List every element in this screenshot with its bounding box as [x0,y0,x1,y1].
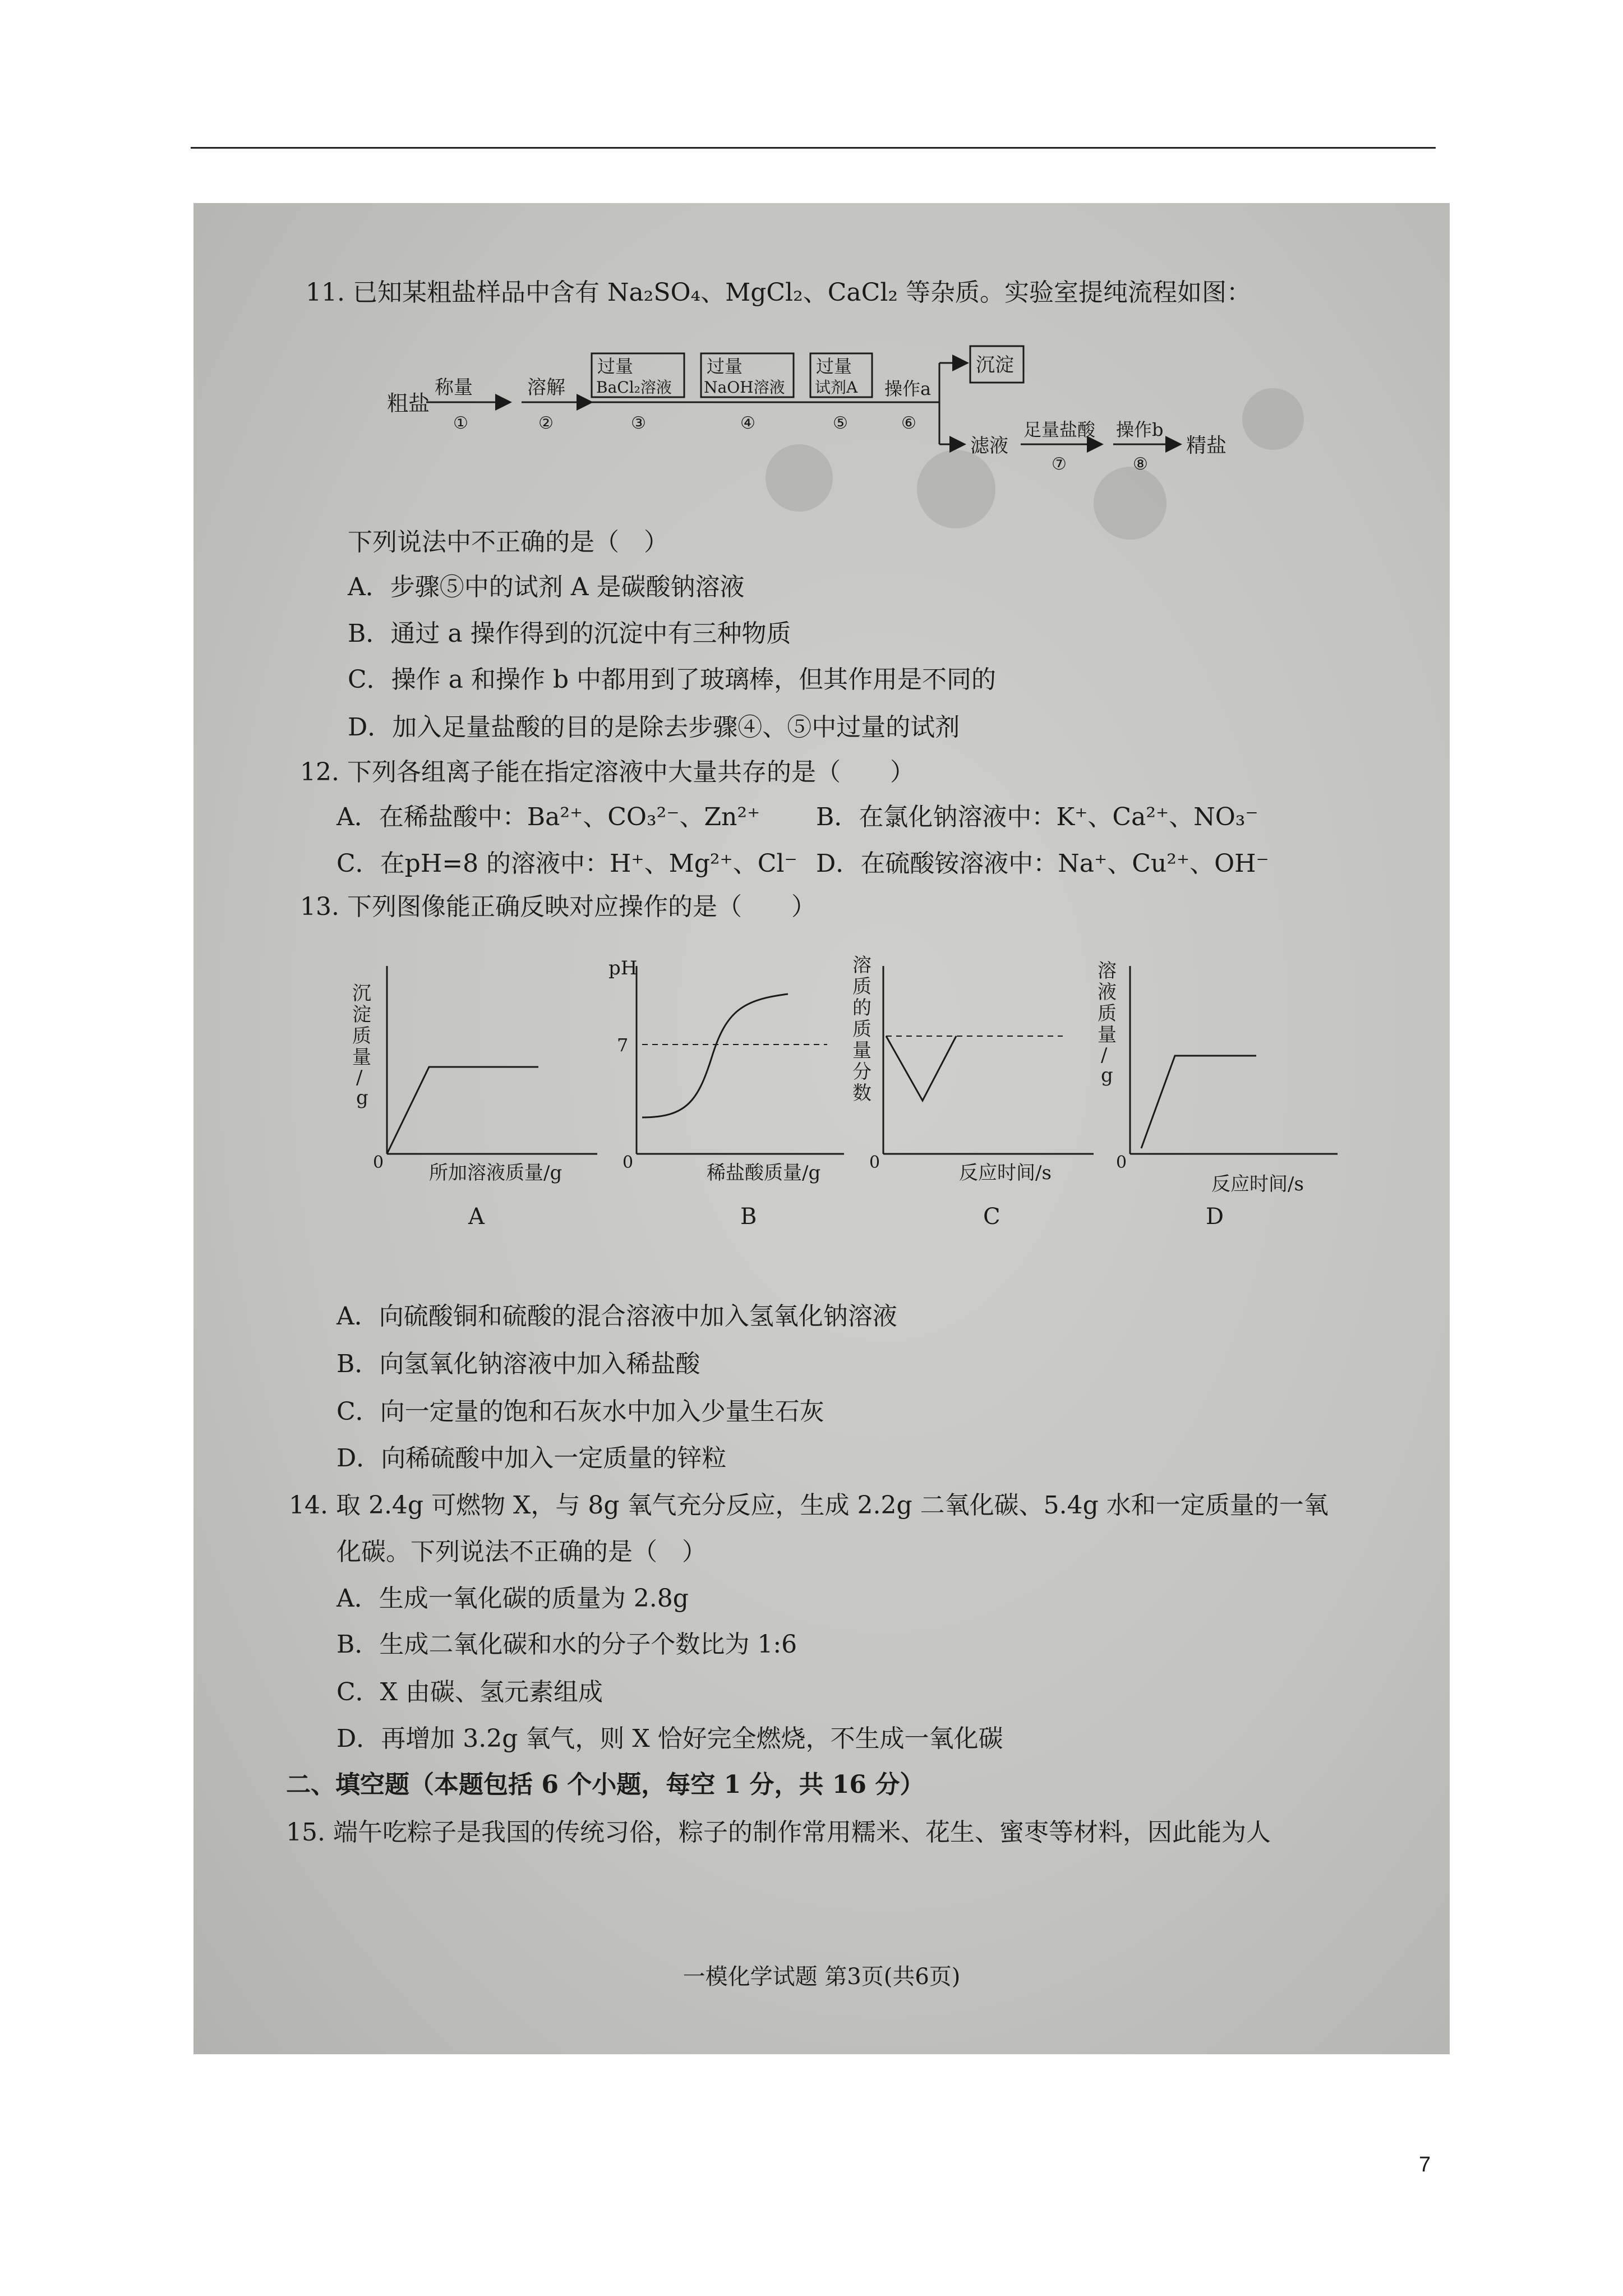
graph-b-xlabel: 稀盐酸质量/g [707,1162,821,1184]
graph-d-ylabel-2: 液 [1098,981,1117,1004]
flow-box5-bottom: 试剂A [815,378,858,397]
q11-option-a: A．步骤⑤中的试剂 A 是碳酸钠溶液 [348,573,745,601]
flow-num3: ③ [631,413,646,433]
graph-a-ylabel-2: 淀 [352,1004,371,1026]
q11-question: 下列说法中不正确的是（ ） [348,528,668,556]
q13-option-a: A．向硫酸铜和硫酸的混合溶液中加入氢氧化钠溶液 [336,1302,897,1331]
flow-num4: ④ [740,413,755,433]
q15-stem: 15. 端午吃粽子是我国的传统习俗，粽子的制作常用糯米、花生、蜜枣等材料，因此能为人 [286,1818,1271,1847]
graph-c-origin: 0 [869,1153,880,1172]
flow-step8: 操作b [1116,419,1164,440]
graph-c-ylabel-1: 溶 [852,954,872,977]
flow-step6: 操作a [884,378,932,399]
graph-c-ylabel-5: 量 [852,1039,872,1062]
graph-d-letter: D [1206,1204,1224,1230]
q12-stem: 12. 下列各组离子能在指定溶液中大量共存的是（ ） [300,758,915,786]
q12-option-d: D．在硫酸铵溶液中：Na⁺、Cu²⁺、OH⁻ [816,849,1269,878]
graph-a-ylabel-5: / [356,1066,363,1089]
flow-step1: 称量 [435,376,473,399]
graph-c-ylabel-6: 分 [852,1061,872,1083]
page-footer: 一模化学试题 第3页(共6页) [683,1964,961,1990]
q14-stem-line2: 化碳。下列说法不正确的是（ ） [336,1538,707,1566]
graph-c-ylabel-3: 的 [852,997,872,1019]
q12-option-a: A．在稀盐酸中：Ba²⁺、CO₃²⁻、Zn²⁺ [336,803,760,831]
q11-stem: 11. 已知某粗盐样品中含有 Na₂SO₄、MgCl₂、CaCl₂ 等杂质。实验室提纯流程如图： [306,278,1252,307]
graph-a-xlabel: 所加溶液质量/g [429,1162,562,1184]
graph-d-xlabel: 反应时间/s [1211,1173,1304,1195]
q13-option-c: C．向一定量的饱和石灰水中加入少量生石灰 [336,1397,824,1426]
q13-stem: 13. 下列图像能正确反映对应操作的是（ ） [300,892,816,921]
graph-b-ylabel: pH [608,957,638,979]
graph-c-ylabel-4: 质 [852,1018,872,1041]
page-number: 7 [1419,2153,1431,2177]
graph-d-origin: 0 [1116,1153,1127,1172]
flow-step7: 足量盐酸 [1023,419,1096,440]
q12-option-c: C．在pH=8 的溶液中：H⁺、Mg²⁺、Cl⁻ [336,849,797,878]
graph-a-ylabel-3: 质 [352,1025,371,1047]
flow-end: 精盐 [1186,434,1227,457]
q13-graphs [193,944,1450,1235]
q11-option-d: D．加入足量盐酸的目的是除去步骤④、⑤中过量的试剂 [348,713,960,742]
q13-option-b: B．向氢氧化钠溶液中加入稀盐酸 [336,1350,700,1378]
graph-b-letter: B [740,1204,757,1230]
flow-box3-top: 过量 [597,356,634,377]
header-rule [191,147,1436,149]
flow-start: 粗盐 [387,391,430,416]
graph-d-ylabel-1: 溶 [1098,960,1117,982]
graph-a-ylabel-1: 沉 [352,982,371,1005]
flow-step2: 溶解 [527,376,565,399]
flow-num2: ② [538,413,554,433]
flow-num8: ⑧ [1133,454,1148,474]
graph-a-letter: A [468,1204,485,1230]
flow-precipitate: 沉淀 [976,354,1014,376]
graph-a-ylabel-4: 量 [352,1046,371,1069]
graph-d-ylabel-4: 量 [1098,1024,1117,1046]
graph-c-ylabel-2: 质 [852,976,872,998]
q11-option-c: C．操作 a 和操作 b 中都用到了玻璃棒，但其作用是不同的 [348,665,997,694]
flow-box4-top: 过量 [707,356,743,377]
graph-b-origin: 0 [623,1153,634,1172]
q14-option-c: C．X 由碳、氢元素组成 [336,1678,603,1706]
flow-num1: ① [453,413,468,433]
flow-box4-bottom: NaOH溶液 [704,378,785,397]
flow-filtrate: 滤液 [970,435,1008,457]
graph-d-ylabel-6: g [1101,1064,1113,1087]
flow-box3-bottom: BaCl₂溶液 [596,378,672,397]
q14-stem-line1: 14. 取 2.4g 可燃物 X，与 8g 氧气充分反应，生成 2.2g 二氧化碳、5.4g 水和一定质量的一氧 [289,1491,1329,1520]
flow-box5-top: 过量 [816,356,852,377]
graph-d-ylabel-3: 质 [1098,1002,1117,1025]
graph-a-origin: 0 [373,1153,384,1172]
graph-b-ref-7: 7 [617,1034,629,1056]
q12-option-b: B．在氯化钠溶液中：K⁺、Ca²⁺、NO₃⁻ [816,803,1258,831]
q14-option-d: D．再增加 3.2g 氧气，则 X 恰好完全燃烧，不生成一氧化碳 [336,1724,1003,1753]
flow-num5: ⑤ [833,413,848,433]
graph-a-ylabel-6: g [356,1087,368,1109]
flow-num6: ⑥ [901,413,916,433]
q13-option-d: D．向稀硫酸中加入一定质量的锌粒 [336,1444,727,1473]
graph-d-ylabel-5: / [1101,1044,1108,1066]
graph-c-xlabel: 反应时间/s [959,1162,1052,1184]
q14-option-a: A．生成一氧化碳的质量为 2.8g [336,1584,689,1613]
q14-option-b: B．生成二氧化碳和水的分子个数比为 1:6 [336,1630,797,1659]
purification-flowchart [193,332,1450,478]
section-2-heading: 二、填空题（本题包括 6 个小题，每空 1 分，共 16 分） [286,1770,925,1799]
q11-option-b: B．通过 a 操作得到的沉淀中有三种物质 [348,619,791,648]
graph-c-ylabel-7: 数 [852,1082,872,1105]
flow-num7: ⑦ [1052,454,1067,474]
scanned-photo [193,203,1450,2054]
graph-c-letter: C [983,1204,1000,1230]
